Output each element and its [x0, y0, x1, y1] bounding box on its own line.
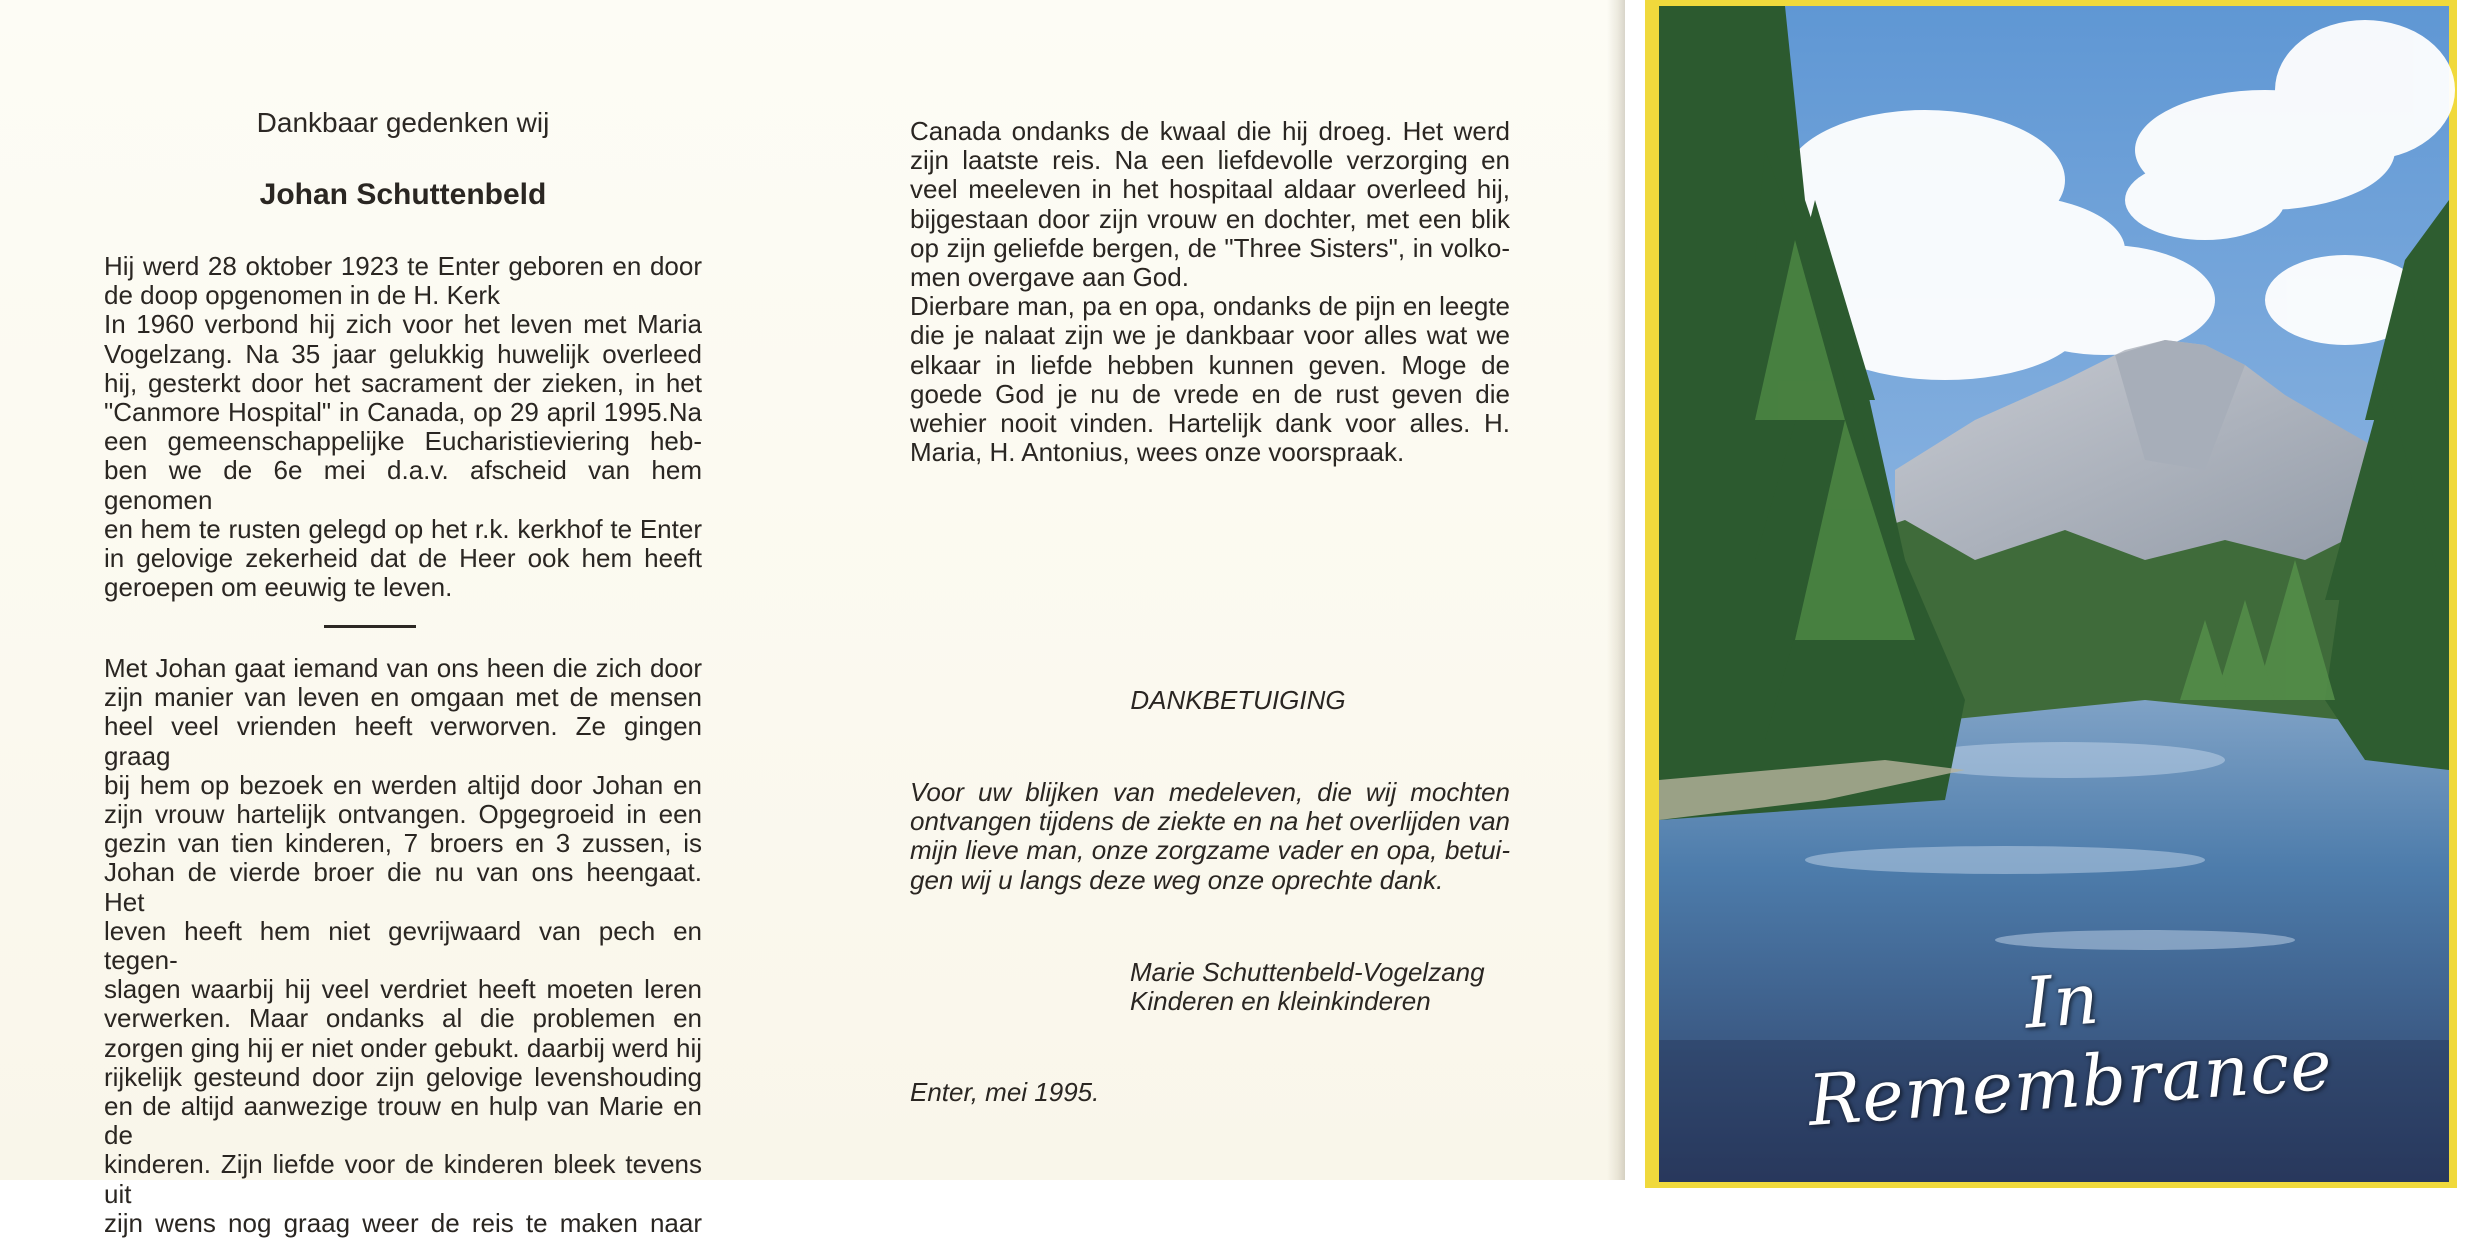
deceased-name: Johan Schuttenbeld	[259, 178, 547, 211]
signature-line: Kinderen en kleinkinderen	[1130, 986, 1431, 1016]
section-divider	[324, 625, 416, 628]
intro-line: Dankbaar gedenken wij	[256, 107, 550, 138]
text-line: en de altijd aanwezige trouw en hulp van Marie en de	[104, 1091, 702, 1151]
text-line: slagen waarbij hij veel verdriet heeft moeten leren	[104, 974, 702, 1005]
middle-page	[910, 0, 1510, 1180]
text-line: Met Johan gaat iemand van ons heen die zich door	[104, 653, 702, 683]
left-page	[104, 0, 702, 1238]
text-line: "Canmore Hospital" in Canada, op 29 april 1995.Na	[104, 397, 702, 428]
text-line: gen wij u langs deze weg onze oprechte dank.	[910, 864, 1444, 895]
tribute-paragraph	[104, 654, 702, 1238]
text-line: zijn manier van leven en omgaan met de mensen	[104, 682, 702, 713]
text-line: bij hem op bezoek en werden altijd door Johan en	[104, 769, 702, 800]
text-line: die je nalaat zijn we je dankbaar voor alles wat we	[910, 320, 1510, 351]
continuation-paragraph	[910, 117, 1510, 467]
cover-title: In Remembrance	[1805, 957, 2336, 1142]
text-line: Dierbare man, pa en opa, ondanks de pijn en leegte	[910, 291, 1510, 322]
text-line: zijn wens nog graag weer de reis te maken naar	[104, 1207, 702, 1238]
text-line: goede God je nu de vrede en de rust geven die	[910, 378, 1510, 409]
text-line: Voor uw blijken van medeleven, die wij mochten	[910, 777, 1510, 807]
text-line: Johan de vierde broer die nu van ons heengaat. Het	[104, 857, 702, 917]
text-line: zijn vrouw hartelijk ontvangen. Opgegroeid in een	[104, 799, 702, 830]
text-line: een gemeenschappelijke Eucharistieviering heb-	[104, 426, 702, 457]
thanks-paragraph	[910, 778, 1510, 895]
text-line: kinderen. Zijn liefde voor de kinderen bleek tevens uit	[104, 1149, 702, 1209]
text-line: geroepen om eeuwig te leven.	[104, 572, 453, 603]
text-line: hij, gesterkt door het sacrament der zieken, in het	[104, 367, 702, 398]
signature-block	[1130, 958, 1485, 1016]
text-line: rijkelijk gesteund door zijn gelovige levenshouding	[104, 1061, 702, 1092]
text-line: veel meeleven in het hospitaal aldaar overleed hij,	[910, 174, 1510, 205]
text-line: elkaar in liefde hebben kunnen geven. Moge de	[910, 349, 1510, 380]
text-line: men overgave aan God.	[910, 262, 1189, 293]
text-line: Maria, H. Antonius, wees onze voorspraak.	[910, 437, 1405, 468]
text-line: zorgen ging hij er niet onder gebukt. daarbij werd hij	[104, 1032, 702, 1063]
text-line: In 1960 verbond hij zich voor het leven met Maria	[104, 309, 702, 340]
page-fold	[1607, 0, 1625, 1180]
text-line: Canada ondanks de kwaal die hij droeg. Het werd	[910, 116, 1510, 146]
text-line: en hem te rusten gelegd op het r.k. kerkhof te Enter	[104, 513, 702, 544]
text-line: verwerken. Maar ondanks al die problemen en	[104, 1003, 702, 1034]
text-line: zijn laatste reis. Na een liefdevolle verzorging en	[910, 145, 1510, 176]
cover-photo-card	[1645, 0, 2457, 1188]
text-line: Vogelzang. Na 35 jaar gelukkig huwelijk overleed	[104, 338, 702, 369]
text-line: in gelovige zekerheid dat de Heer ook hem heeft	[104, 543, 702, 574]
text-line: wehier nooit vinden. Hartelijk dank voor alles. H.	[910, 408, 1510, 439]
place-date: Enter, mei 1995.	[910, 1077, 1100, 1107]
text-line: bijgestaan door zijn vrouw en dochter, met een blik	[910, 203, 1510, 234]
text-line: ben we de 6e mei d.a.v. afscheid van hem genomen	[104, 455, 702, 515]
text-line: ontvangen tijdens de ziekte en na het overlijden van	[910, 806, 1510, 837]
text-line: de doop opgenomen in de H. Kerk	[104, 280, 501, 311]
signature-line: Marie Schuttenbeld-Vogelzang	[1130, 957, 1485, 987]
thanks-heading: DANKBETUIGING	[1130, 685, 1346, 715]
text-line: mijn lieve man, onze zorgzame vader en opa, betui-	[910, 835, 1510, 866]
text-line: gezin van tien kinderen, 7 broers en 3 zussen, is	[104, 828, 702, 859]
text-line: leven heeft hem niet gevrijwaard van pech en tegen-	[104, 915, 702, 976]
text-line: op zijn geliefde bergen, de "Three Sisters", in volko-	[910, 232, 1510, 263]
text-line: Hij werd 28 oktober 1923 te Enter geboren en door	[104, 251, 702, 281]
biography-paragraph	[104, 252, 702, 602]
text-line: heel veel vrienden heeft verworven. Ze gingen graag	[104, 711, 702, 771]
